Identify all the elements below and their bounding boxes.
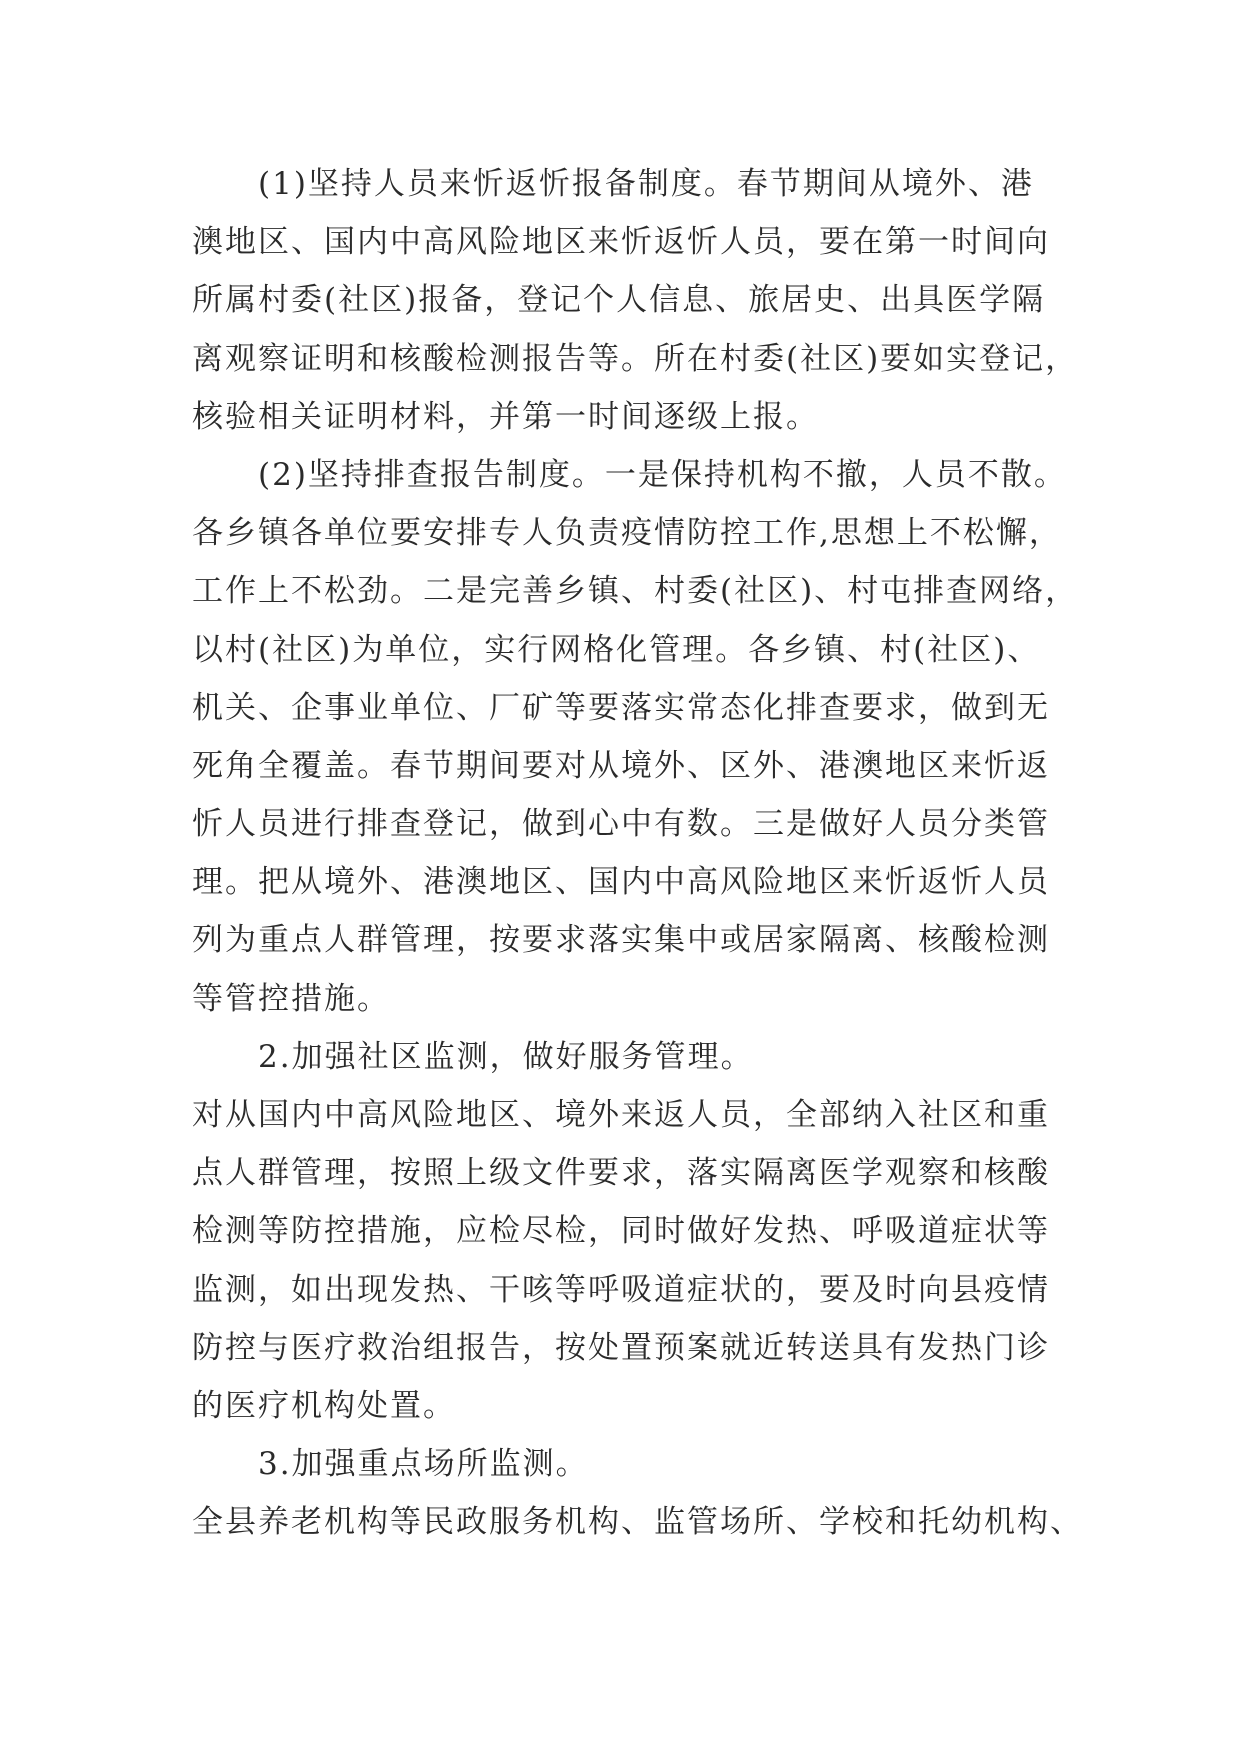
- text-line: 机关、企事业单位、厂矿等要落实常态化排查要求，做到无: [192, 689, 1050, 726]
- text-line: 检测等防控措施，应检尽检，同时做好发热、呼吸道症状等: [192, 1213, 1050, 1250]
- text-line: 等管控措施。: [192, 980, 390, 1017]
- text-line: 澳地区、国内中高风险地区来忻返忻人员，要在第一时间向: [192, 224, 1050, 261]
- text-line: 以村(社区)为单位，实行网格化管理。各乡镇、村(社区)、: [192, 631, 1041, 668]
- text-line: 所属村委(社区)报备，登记个人信息、旅居史、出具医学隔: [192, 282, 1046, 319]
- text-line: 防控与医疗救治组报告，按处置预案就近转送具有发热门诊: [192, 1329, 1050, 1366]
- text-line: 监测，如出现发热、干咳等呼吸道症状的，要及时向县疫情: [192, 1271, 1050, 1308]
- text-line: 核验相关证明材料，并第一时间逐级上报。: [192, 398, 819, 435]
- text-line: 死角全覆盖。春节期间要对从境外、区外、港澳地区来忻返: [192, 747, 1050, 784]
- text-line: 各乡镇各单位要安排专人负责疫情防控工作,思想上不松懈，: [192, 515, 1062, 552]
- text-line: (2)坚持排查报告制度。一是保持机构不撤，人员不散。: [258, 456, 1067, 493]
- text-line: 工作上不松劲。二是完善乡镇、村委(社区)、村屯排查网络，: [192, 573, 1079, 610]
- text-line: 离观察证明和核酸检测报告等。所在村委(社区)要如实登记，: [192, 340, 1079, 377]
- text-line: 列为重点人群管理，按要求落实集中或居家隔离、核酸检测: [192, 922, 1050, 959]
- text-line: 点人群管理，按照上级文件要求，落实隔离医学观察和核酸: [192, 1155, 1050, 1192]
- text-line: (1)坚持人员来忻返忻报备制度。春节期间从境外、港: [258, 166, 1034, 202]
- text-line: 3.加强重点场所监测。: [258, 1446, 589, 1483]
- text-line: 理。把从境外、港澳地区、国内中高风险地区来忻返忻人员: [192, 864, 1050, 901]
- document-body: [192, 155, 1083, 1552]
- text-line: 对从国内中高风险地区、境外来返人员，全部纳入社区和重: [192, 1097, 1050, 1133]
- text-line: 2.加强社区监测，做好服务管理。: [258, 1038, 754, 1075]
- text-line: 忻人员进行排查登记，做到心中有数。三是做好人员分类管: [192, 806, 1050, 843]
- text-line: 全县养老机构等民政服务机构、监管场所、学校和托幼机构、: [192, 1504, 1083, 1541]
- text-line: 的医疗机构处置。: [192, 1387, 456, 1424]
